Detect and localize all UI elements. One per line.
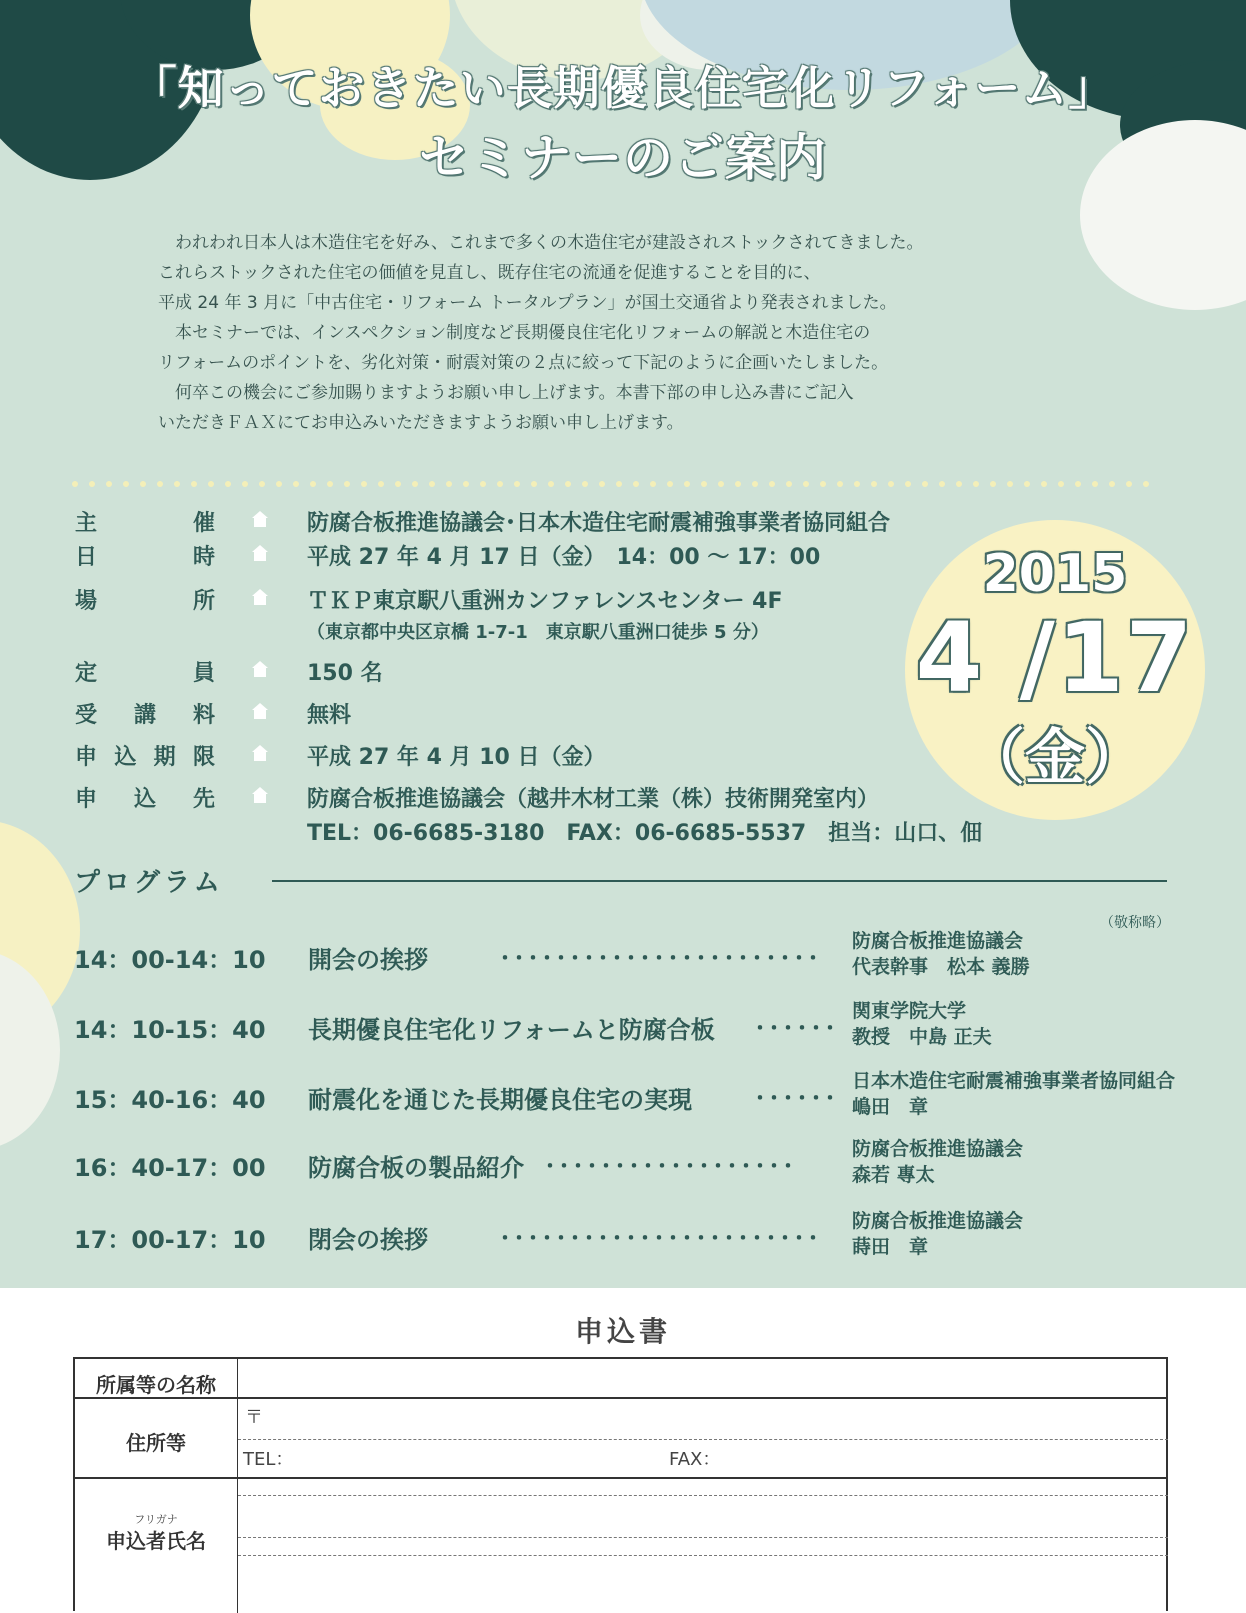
seminar-subtitle: セミナーのご案内 — [419, 129, 827, 187]
furigana-label: フリガナ — [134, 1513, 178, 1526]
intro-line: 本セミナーでは、インスペクション制度など長期優良住宅化リフォームの解説と木造住宅の — [158, 323, 871, 343]
program-item — [0, 1066, 1246, 1122]
application-form — [73, 1357, 1168, 1611]
program-rule — [272, 880, 1167, 882]
tel-label: TEL： — [243, 1449, 294, 1470]
divider-dot — [412, 481, 418, 487]
divider-dot — [1058, 481, 1064, 487]
form-dashed-line — [238, 1555, 1168, 1556]
divider-dot — [616, 481, 622, 487]
program-speaker: 森若 專太 — [852, 1164, 935, 1186]
intro-line: これらストックされた住宅の価値を見直し、既存住宅の流通を促進することを目的に、 — [158, 263, 821, 283]
divider-dot — [735, 481, 741, 487]
program-leader-dots: ･･････････････････ — [545, 1154, 797, 1178]
divider-dot — [1007, 481, 1013, 487]
date-year: 2015 — [982, 544, 1128, 604]
info-value: 無料 — [307, 703, 352, 728]
divider-dot — [395, 481, 401, 487]
divider-dot — [565, 481, 571, 487]
program-speaker: 嶋田 章 — [852, 1096, 929, 1118]
program-leader-dots: ･･･････････････････････ — [500, 1226, 822, 1250]
program-title: 閉会の挨拶 — [308, 1226, 428, 1254]
divider-dot — [242, 481, 248, 487]
divider-dot — [514, 481, 520, 487]
program-org: 防腐合板推進協議会 — [852, 1210, 1024, 1232]
divider-dot — [854, 481, 860, 487]
program-time: 16：40-17：00 — [74, 1154, 266, 1182]
divider-dot — [361, 481, 367, 487]
program-title: 長期優良住宅化リフォームと防腐合板 — [308, 1016, 715, 1044]
form-dashed-line — [238, 1439, 1168, 1440]
intro-text — [158, 228, 1088, 438]
house-icon — [251, 744, 269, 762]
form-title: 申込書 — [574, 1315, 671, 1348]
honorific-note: （敬称略） — [1100, 915, 1170, 931]
program-heading: プログラム — [74, 868, 224, 898]
divider-dot — [582, 481, 588, 487]
house-icon — [251, 786, 269, 804]
divider-dot — [990, 481, 996, 487]
info-label: 申 込 期 限 — [75, 745, 215, 770]
divider-dot — [718, 481, 724, 487]
info-value: ＴＫＰ東京駅八重洲カンファレンスセンター 4F — [307, 589, 783, 614]
divider-dot — [310, 481, 316, 487]
divider-dot — [106, 481, 112, 487]
divider-dot — [123, 481, 129, 487]
divider-dot — [327, 481, 333, 487]
divider-dot — [191, 481, 197, 487]
affiliation-field[interactable] — [238, 1359, 1168, 1397]
divider-dot — [922, 481, 928, 487]
divider-dot — [837, 481, 843, 487]
furigana-field[interactable] — [238, 1479, 1168, 1499]
program-org: 日本木造住宅耐震補強事業者協同組合 — [852, 1070, 1176, 1092]
program-leader-dots: ･･････ — [755, 1016, 839, 1040]
divider-dot — [72, 481, 78, 487]
info-value: 平成 27 年 4 月 10 日（金） — [307, 745, 606, 770]
intro-line: われわれ日本人は木造住宅を好み、これまで多くの木造住宅が建設されストックされてきました。 — [158, 233, 924, 253]
info-label: 定 員 — [75, 661, 215, 686]
applicant-name-label: 申込者氏名 — [106, 1529, 206, 1553]
divider-dot — [174, 481, 180, 487]
program-speaker: 蒔田 章 — [852, 1236, 929, 1258]
divider-dot — [905, 481, 911, 487]
divider-dot — [684, 481, 690, 487]
program-item — [0, 1206, 1246, 1262]
divider-dot — [939, 481, 945, 487]
program-time: 14：10-15：40 — [74, 1016, 266, 1044]
program-org: 防腐合板推進協議会 — [852, 1138, 1024, 1160]
divider-dot — [548, 481, 554, 487]
affiliation-label: 所属等の名称 — [96, 1373, 216, 1397]
program-leader-dots: ･･･････････････････････ — [500, 946, 822, 970]
program-leader-dots: ･･････ — [755, 1086, 839, 1110]
info-sub: TEL：06-6685-3180 FAX：06-6685-5537 担当：山口、佃 — [307, 821, 983, 846]
divider-dot — [871, 481, 877, 487]
program-speaker: 教授 中島 正夫 — [852, 1026, 992, 1048]
info-value: 平成 27 年 4 月 17 日（金） 14：00 ～ 17：00 — [307, 545, 821, 570]
divider-dot — [1024, 481, 1030, 487]
divider-dot — [599, 481, 605, 487]
divider-dot — [259, 481, 265, 487]
divider-dot — [531, 481, 537, 487]
program-time: 15：40-16：40 — [74, 1086, 266, 1114]
postal-mark: 〒 — [245, 1407, 263, 1428]
info-label: 申 込 先 — [75, 787, 215, 812]
info-label: 場 所 — [75, 589, 215, 614]
program-time: 17：00-17：10 — [74, 1226, 266, 1254]
date-weekday: （金） — [965, 723, 1145, 793]
divider-dot — [956, 481, 962, 487]
info-value: 防腐合板推進協議会･日本木造住宅耐震補強事業者協同組合 — [307, 511, 891, 536]
program-org: 防腐合板推進協議会 — [852, 930, 1024, 952]
divider-dot — [480, 481, 486, 487]
intro-line: 平成 24 年 3 月に「中古住宅・リフォーム トータルプラン」が国土交通省より発表されました。 — [158, 293, 897, 313]
info-label: 主 催 — [75, 511, 215, 536]
dotted-divider — [72, 472, 1162, 480]
house-icon — [251, 660, 269, 678]
divider-dot — [769, 481, 775, 487]
divider-dot — [888, 481, 894, 487]
divider-dot — [497, 481, 503, 487]
program-item — [0, 1134, 1246, 1190]
divider-dot — [1092, 481, 1098, 487]
intro-line: いただきＦＡＸにてお申込みいただきますようお願い申し上げます。 — [158, 413, 684, 433]
divider-dot — [786, 481, 792, 487]
divider-dot — [803, 481, 809, 487]
divider-dot — [225, 481, 231, 487]
address-label: 住所等 — [126, 1431, 186, 1455]
divider-dot — [1143, 481, 1149, 487]
date-day: 4 /17 — [915, 602, 1195, 714]
program-title: 開会の挨拶 — [308, 946, 428, 974]
seminar-title: 「知っておきたい長期優良住宅化リフォーム」 — [130, 61, 1116, 115]
divider-dot — [667, 481, 673, 487]
program-speaker: 代表幹事 松本 義勝 — [852, 956, 1030, 978]
divider-dot — [650, 481, 656, 487]
divider-dot — [1075, 481, 1081, 487]
info-label: 日 時 — [75, 545, 215, 570]
divider-dot — [140, 481, 146, 487]
divider-dot — [1126, 481, 1132, 487]
program-time: 14：00-14：10 — [74, 946, 266, 974]
info-label: 受 講 料 — [75, 703, 215, 728]
info-value: 防腐合板推進協議会（越井木材工業（株）技術開発室内） — [307, 787, 880, 812]
divider-dot — [463, 481, 469, 487]
divider-dot — [344, 481, 350, 487]
program-org: 関東学院大学 — [852, 1000, 967, 1022]
divider-dot — [429, 481, 435, 487]
applicant-name-field[interactable] — [238, 1499, 1168, 1537]
house-icon — [251, 588, 269, 606]
divider-dot — [701, 481, 707, 487]
intro-line: 何卒この機会にご参加賜りますようお願い申し上げます。本書下部の申し込み書にご記入 — [158, 383, 854, 403]
divider-dot — [1109, 481, 1115, 487]
divider-dot — [973, 481, 979, 487]
intro-line: リフォームのポイントを、劣化対策・耐震対策の２点に絞って下記のように企画いたしました。 — [158, 353, 889, 373]
info-sub: （東京都中央区京橋 1-7-1 東京駅八重洲口徒歩 5 分） — [307, 622, 769, 643]
divider-dot — [378, 481, 384, 487]
tel-field[interactable] — [295, 1441, 655, 1477]
date-badge — [905, 520, 1205, 820]
divider-dot — [752, 481, 758, 487]
program-title: 耐震化を通じた長期優良住宅の実現 — [308, 1086, 692, 1114]
form-dashed-line — [238, 1537, 1168, 1538]
address-field[interactable] — [238, 1399, 1168, 1439]
divider-dot — [1041, 481, 1047, 487]
divider-dot — [157, 481, 163, 487]
divider-dot — [276, 481, 282, 487]
divider-dot — [633, 481, 639, 487]
info-value: 150 名 — [307, 661, 383, 686]
fax-field[interactable] — [721, 1441, 1168, 1477]
divider-dot — [820, 481, 826, 487]
divider-dot — [208, 481, 214, 487]
divider-dot — [89, 481, 95, 487]
house-icon — [251, 544, 269, 562]
program-title: 防腐合板の製品紹介 — [308, 1154, 524, 1182]
house-icon — [251, 510, 269, 528]
divider-dot — [293, 481, 299, 487]
program-item — [0, 996, 1246, 1052]
fax-label: FAX： — [669, 1449, 721, 1470]
house-icon — [251, 702, 269, 720]
divider-dot — [446, 481, 452, 487]
program-item — [0, 926, 1246, 982]
